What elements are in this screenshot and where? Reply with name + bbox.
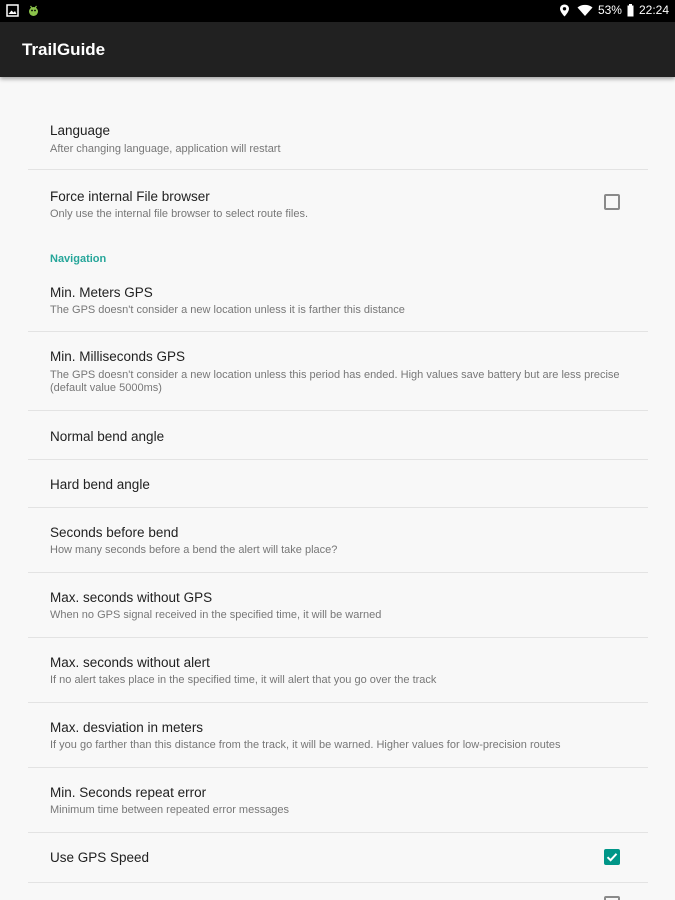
settings-content[interactable]: [0, 77, 675, 900]
wifi-icon: [577, 4, 593, 17]
next-pref-checkbox[interactable]: [604, 896, 620, 900]
pref-max-seconds-without-gps[interactable]: [28, 574, 648, 638]
force-file-browser-checkbox[interactable]: [604, 194, 620, 210]
android-icon: [27, 4, 40, 17]
pref-summary: The GPS doesn't consider a new location unless it is farther this distance: [50, 304, 405, 316]
pref-use-gps-speed[interactable]: [28, 834, 648, 883]
pref-summary: How many seconds before a bend the alert will take place?: [50, 544, 338, 556]
check-icon: [605, 850, 619, 864]
clock: 22:24: [638, 3, 669, 17]
pref-min-seconds-repeat-error[interactable]: [28, 769, 648, 833]
pref-title: Min. Meters GPS: [50, 285, 153, 300]
app-title: TrailGuide: [22, 40, 106, 59]
image-icon: [6, 4, 19, 17]
pref-title: Use GPS Speed: [50, 850, 150, 865]
category-navigation: Navigation: [50, 253, 107, 265]
app-bar: [0, 22, 675, 77]
pref-summary: Only use the internal file browser to select route files.: [50, 208, 309, 220]
pref-summary: When no GPS signal received in the specified time, it will be warned: [50, 609, 382, 621]
pref-summary: The GPS doesn't consider a new location unless this period has ended. High values save battery but are less precise (default value 5000ms): [50, 369, 620, 394]
pref-normal-bend-angle[interactable]: [28, 412, 648, 460]
pref-title: Seconds before bend: [50, 525, 179, 540]
pref-title: Normal bend angle: [50, 429, 165, 444]
pref-seconds-before-bend[interactable]: [28, 509, 648, 573]
pref-hard-bend-angle[interactable]: [28, 461, 648, 508]
pref-title: Hard bend angle: [50, 477, 150, 492]
pref-summary: If no alert takes place in the specified time, it will alert that you go over the track: [50, 674, 437, 686]
use-gps-speed-checkbox[interactable]: [604, 849, 620, 865]
battery-icon: [627, 4, 634, 17]
pref-title: Max. seconds without GPS: [50, 590, 213, 605]
pref-summary: If you go farther than this distance from the track, it will be warned. Higher values for low-precision routes: [50, 739, 561, 751]
pref-title: Max. desviation in meters: [50, 720, 204, 735]
pref-title: Max. seconds without alert: [50, 655, 210, 670]
pref-title: Min. Seconds repeat error: [50, 785, 207, 800]
pref-summary: After changing language, application will restart: [50, 143, 281, 155]
pref-title: Language: [50, 123, 111, 138]
pref-force-file-browser[interactable]: [28, 171, 648, 233]
pref-language[interactable]: [28, 105, 648, 170]
pref-min-ms-gps[interactable]: [28, 333, 648, 411]
pref-min-meters-gps[interactable]: [28, 269, 648, 332]
battery-percent: 53%: [597, 3, 622, 17]
pref-max-deviation[interactable]: [28, 704, 648, 768]
pref-title: Min. Milliseconds GPS: [50, 349, 186, 364]
pref-next-partial[interactable]: [28, 884, 648, 900]
pref-max-seconds-without-alert[interactable]: [28, 639, 648, 703]
pref-title: Force internal File browser: [50, 189, 210, 204]
pref-summary: Minimum time between repeated error messages: [50, 804, 290, 816]
status-bar: [0, 0, 675, 22]
location-icon: [559, 4, 572, 17]
